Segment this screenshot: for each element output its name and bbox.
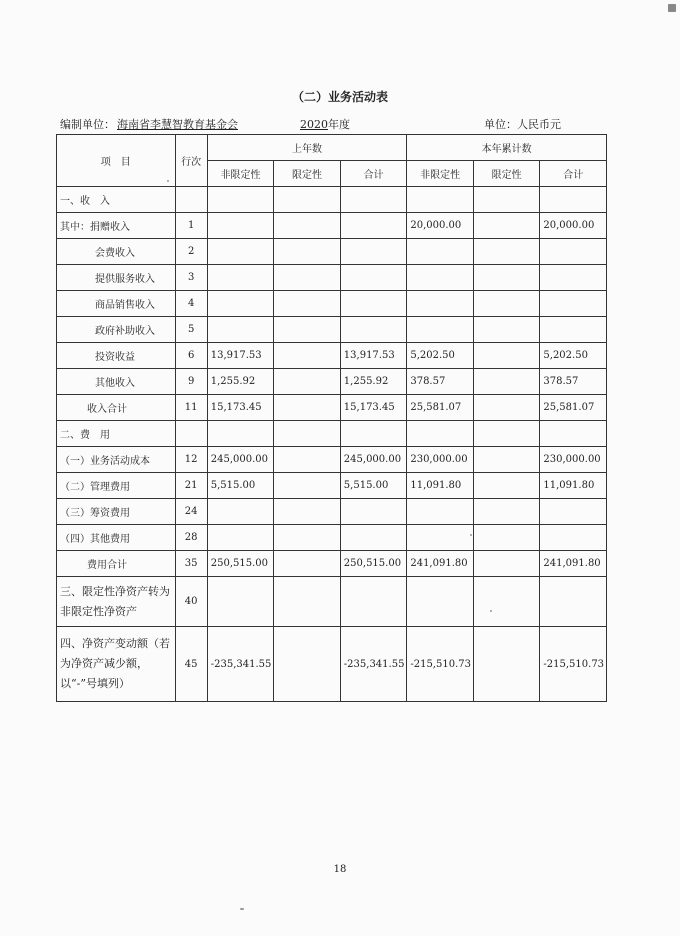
cell-cur-unrestricted: -215,510.73 (407, 627, 474, 702)
header-cur-unrestricted: 非限定性 (407, 161, 474, 187)
cell-prev-restricted (274, 627, 341, 702)
compiling-unit-label-text: 编制单位： (60, 118, 115, 131)
cell-prev-total (340, 421, 407, 447)
cell-prev-total (340, 239, 407, 265)
cell-prev-unrestricted (207, 317, 274, 343)
table-row (57, 265, 607, 291)
cell-cur-restricted (473, 577, 540, 627)
row-item-label: 商品销售收入 (57, 291, 176, 317)
cell-cur-total (540, 577, 607, 627)
cell-cur-unrestricted (407, 499, 474, 525)
row-item-label: 一、收 入 (57, 187, 176, 213)
cell-prev-total (340, 317, 407, 343)
cell-prev-unrestricted (207, 213, 274, 239)
header-cur-total: 合计 (540, 161, 607, 187)
row-line-no: 40 (175, 577, 207, 627)
compiling-unit-name: 海南省李慧智教育基金会 (117, 118, 238, 131)
cell-cur-unrestricted (407, 577, 474, 627)
row-line-no: 11 (175, 395, 207, 421)
cell-cur-unrestricted: 11,091.80 (407, 473, 474, 499)
row-item-label: 其中：捐赠收入 (57, 213, 176, 239)
cell-cur-unrestricted (407, 265, 474, 291)
cell-cur-total (540, 499, 607, 525)
cell-prev-total: 15,173.45 (340, 395, 407, 421)
cell-prev-total: 5,515.00 (340, 473, 407, 499)
currency-unit: 单位：人民币元 (484, 118, 561, 131)
cell-cur-restricted (473, 551, 540, 577)
row-line-no: 21 (175, 473, 207, 499)
cell-prev-restricted (274, 473, 341, 499)
header-current-year: 本年累计数 (407, 135, 607, 161)
cell-cur-restricted (473, 421, 540, 447)
table-row (57, 343, 607, 369)
row-line-no: 24 (175, 499, 207, 525)
table-row (57, 577, 607, 627)
table-row (57, 317, 607, 343)
cell-cur-total: 11,091.80 (540, 473, 607, 499)
fiscal-year-suffix: 年度 (328, 118, 350, 131)
cell-cur-restricted (473, 239, 540, 265)
cell-cur-total: 230,000.00 (540, 447, 607, 473)
cell-cur-total: -215,510.73 (540, 627, 607, 702)
row-line-no: 4 (175, 291, 207, 317)
row-line-no: 45 (175, 627, 207, 702)
header-item: 项 目 (57, 135, 176, 187)
row-line-no: 5 (175, 317, 207, 343)
cell-cur-total (540, 239, 607, 265)
cell-prev-unrestricted: 15,173.45 (207, 395, 274, 421)
row-item-label: 投资收益 (57, 343, 176, 369)
cell-cur-total: 378.57 (540, 369, 607, 395)
cell-cur-unrestricted (407, 291, 474, 317)
row-item-label: （一）业务活动成本 (57, 447, 176, 473)
cell-prev-total (340, 265, 407, 291)
cell-cur-unrestricted (407, 421, 474, 447)
cell-prev-total (340, 499, 407, 525)
cell-prev-total: 1,255.92 (340, 369, 407, 395)
cell-cur-restricted (473, 369, 540, 395)
row-item-label: （三）筹资费用 (57, 499, 176, 525)
cell-cur-restricted (473, 473, 540, 499)
table-row (57, 525, 607, 551)
cell-cur-total (540, 265, 607, 291)
cell-prev-restricted (274, 551, 341, 577)
header-line-no: 行次 (175, 135, 207, 187)
cell-cur-restricted (473, 187, 540, 213)
row-item-label: 其他收入 (57, 369, 176, 395)
activity-statement-table (56, 134, 607, 702)
cell-prev-restricted (274, 291, 341, 317)
row-line-no: 9 (175, 369, 207, 395)
cell-prev-restricted (274, 265, 341, 291)
cell-cur-total: 25,581.07 (540, 395, 607, 421)
cell-cur-restricted (473, 213, 540, 239)
cell-prev-restricted (274, 213, 341, 239)
cell-prev-unrestricted (207, 239, 274, 265)
cell-prev-total: 13,917.53 (340, 343, 407, 369)
table-row (57, 421, 607, 447)
cell-prev-unrestricted: 13,917.53 (207, 343, 274, 369)
cell-prev-unrestricted (207, 525, 274, 551)
cell-prev-unrestricted: 250,515.00 (207, 551, 274, 577)
cell-prev-restricted (274, 525, 341, 551)
header-prev-unrestricted: 非限定性 (207, 161, 274, 187)
table-body (57, 187, 607, 702)
cell-prev-total (340, 577, 407, 627)
cell-prev-restricted (274, 239, 341, 265)
header-cur-restricted: 限定性 (473, 161, 540, 187)
table-row (57, 499, 607, 525)
cell-prev-restricted (274, 499, 341, 525)
cell-cur-unrestricted (407, 187, 474, 213)
row-item-label: 政府补助收入 (57, 317, 176, 343)
cell-prev-total: 250,515.00 (340, 551, 407, 577)
scan-speck (240, 908, 244, 910)
cell-cur-total (540, 421, 607, 447)
cell-cur-restricted (473, 627, 540, 702)
cell-prev-unrestricted (207, 291, 274, 317)
cell-prev-unrestricted (207, 577, 274, 627)
cell-cur-restricted (473, 343, 540, 369)
cell-prev-restricted (274, 421, 341, 447)
table-row (57, 213, 607, 239)
cell-prev-total: 245,000.00 (340, 447, 407, 473)
table-row (57, 291, 607, 317)
scan-speck (668, 4, 676, 12)
cell-prev-unrestricted: -235,341.55 (207, 627, 274, 702)
scan-speck (167, 180, 169, 182)
table-row (57, 627, 607, 702)
row-item-label: 三、限定性净资产转为非限定性净资产 (57, 577, 176, 627)
cell-prev-total (340, 291, 407, 317)
cell-prev-restricted (274, 369, 341, 395)
cell-cur-total: 241,091.80 (540, 551, 607, 577)
cell-cur-total (540, 187, 607, 213)
cell-cur-total: 5,202.50 (540, 343, 607, 369)
cell-cur-restricted (473, 499, 540, 525)
cell-cur-unrestricted: 378.57 (407, 369, 474, 395)
row-line-no: 28 (175, 525, 207, 551)
table-row (57, 395, 607, 421)
cell-prev-unrestricted (207, 265, 274, 291)
row-line-no: 12 (175, 447, 207, 473)
table-row (57, 473, 607, 499)
row-line-no: 1 (175, 213, 207, 239)
cell-prev-restricted (274, 343, 341, 369)
cell-cur-unrestricted (407, 525, 474, 551)
row-item-label: （四）其他费用 (57, 525, 176, 551)
cell-prev-unrestricted (207, 499, 274, 525)
cell-prev-restricted (274, 317, 341, 343)
row-line-no (175, 421, 207, 447)
scan-speck (490, 610, 492, 612)
cell-cur-unrestricted (407, 317, 474, 343)
cell-cur-unrestricted: 25,581.07 (407, 395, 474, 421)
header-prev-total: 合计 (340, 161, 407, 187)
cell-cur-restricted (473, 395, 540, 421)
cell-cur-unrestricted: 20,000.00 (407, 213, 474, 239)
cell-cur-total (540, 291, 607, 317)
page-number: 18 (333, 864, 347, 875)
row-item-label: 会费收入 (57, 239, 176, 265)
table-row (57, 447, 607, 473)
row-line-no: 35 (175, 551, 207, 577)
fiscal-year (300, 116, 350, 132)
header-prev-year: 上年数 (207, 135, 407, 161)
cell-prev-unrestricted: 1,255.92 (207, 369, 274, 395)
cell-cur-unrestricted: 241,091.80 (407, 551, 474, 577)
cell-prev-total (340, 525, 407, 551)
row-line-no: 2 (175, 239, 207, 265)
row-item-label: （二）管理费用 (57, 473, 176, 499)
cell-prev-unrestricted (207, 187, 274, 213)
row-line-no: 6 (175, 343, 207, 369)
cell-prev-unrestricted (207, 421, 274, 447)
cell-prev-total (340, 187, 407, 213)
cell-cur-unrestricted (407, 239, 474, 265)
cell-prev-total (340, 213, 407, 239)
row-item-label: 四、净资产变动额（若为净资产减少额，以“-”号填列） (57, 627, 176, 702)
cell-cur-unrestricted: 230,000.00 (407, 447, 474, 473)
cell-cur-total (540, 317, 607, 343)
cell-prev-total: -235,341.55 (340, 627, 407, 702)
table-row (57, 369, 607, 395)
fiscal-year-value: 2020 (300, 118, 328, 131)
table-row (57, 551, 607, 577)
row-item-label: 提供服务收入 (57, 265, 176, 291)
cell-prev-unrestricted: 5,515.00 (207, 473, 274, 499)
compiling-unit-label (60, 116, 115, 132)
cell-cur-unrestricted: 5,202.50 (407, 343, 474, 369)
table-row (57, 239, 607, 265)
cell-prev-restricted (274, 447, 341, 473)
cell-prev-restricted (274, 395, 341, 421)
cell-prev-restricted (274, 577, 341, 627)
cell-cur-total (540, 525, 607, 551)
report-title: （二）业务活动表 (291, 90, 388, 104)
row-line-no (175, 187, 207, 213)
row-item-label: 收入合计 (57, 395, 176, 421)
row-line-no: 3 (175, 265, 207, 291)
cell-cur-restricted (473, 265, 540, 291)
cell-cur-restricted (473, 525, 540, 551)
cell-prev-restricted (274, 187, 341, 213)
scan-speck (470, 534, 472, 536)
table-row (57, 187, 607, 213)
cell-cur-total: 20,000.00 (540, 213, 607, 239)
row-item-label: 费用合计 (57, 551, 176, 577)
cell-cur-restricted (473, 291, 540, 317)
cell-cur-restricted (473, 447, 540, 473)
row-item-label: 二、费 用 (57, 421, 176, 447)
header-prev-restricted: 限定性 (274, 161, 341, 187)
cell-cur-restricted (473, 317, 540, 343)
cell-prev-unrestricted: 245,000.00 (207, 447, 274, 473)
